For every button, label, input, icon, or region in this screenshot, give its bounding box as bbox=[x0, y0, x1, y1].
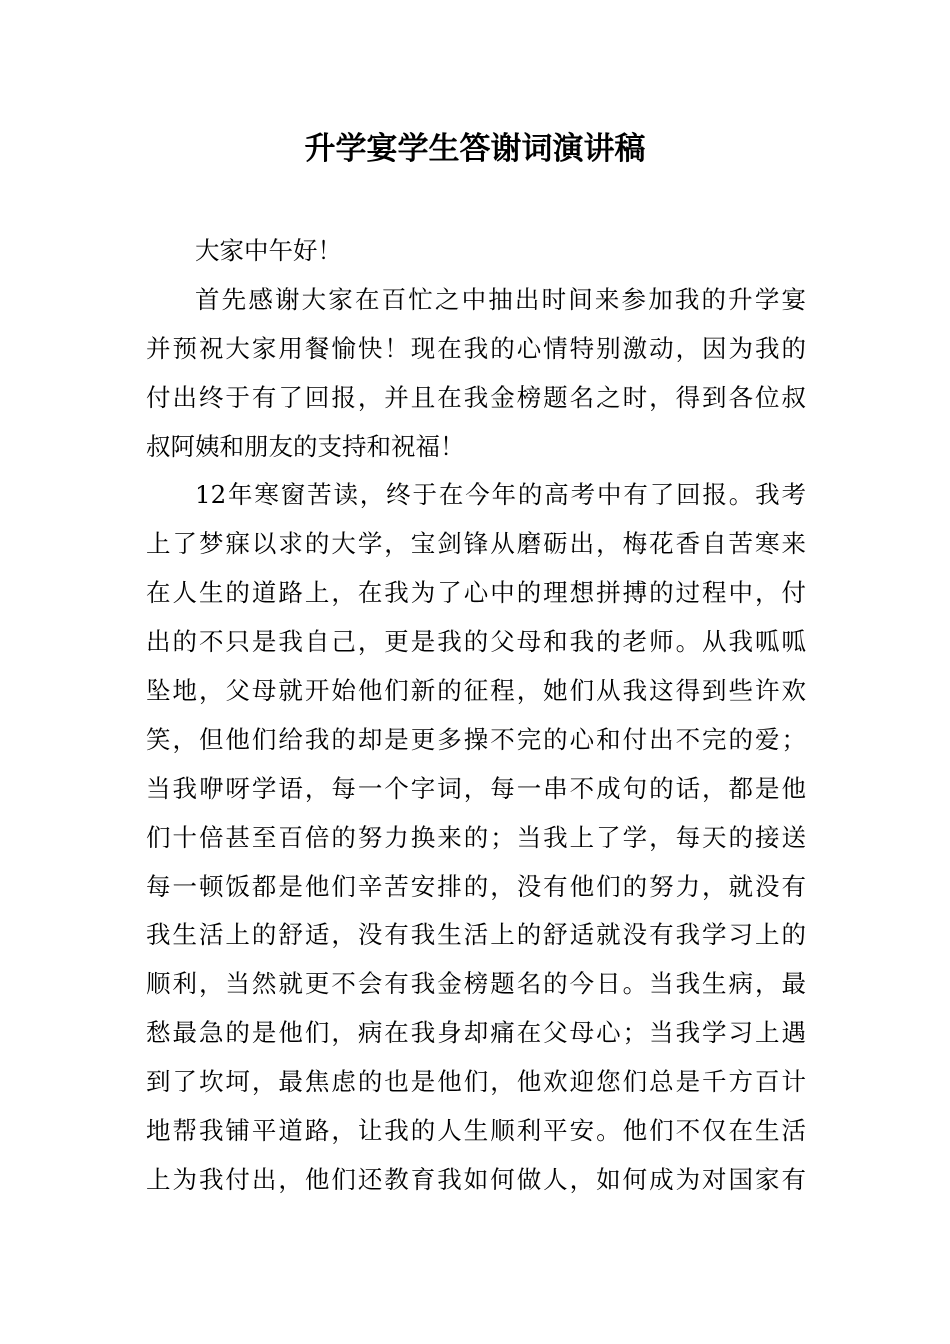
text-line: 们十倍甚至百倍的努力换来的；当我上了学，每天的接送 bbox=[146, 822, 806, 852]
text-line: 我生活上的舒适，没有我生活上的舒适就没有我学习上的 bbox=[146, 920, 806, 950]
text-line: 首先感谢大家在百忙之中抽出时间来参加我的升学宴 bbox=[195, 284, 806, 314]
text-line: 坠地，父母就开始他们新的征程，她们从我这得到些许欢 bbox=[146, 676, 806, 706]
text-line: 叔阿姨和朋友的支持和祝福！ bbox=[146, 431, 465, 461]
text-line: 到了坎坷，最焦虑的也是他们，他欢迎您们总是千方百计 bbox=[146, 1067, 806, 1097]
text-line: 并预祝大家用餐愉快！现在我的心情特别激动，因为我的 bbox=[146, 333, 806, 363]
text-line: 大家中午好！ bbox=[195, 236, 342, 265]
text-line: 顺利，当然就更不会有我金榜题名的今日。当我生病，最 bbox=[146, 969, 806, 999]
text-line: 地帮我铺平道路，让我的人生顺利平安。他们不仅在生活 bbox=[146, 1116, 806, 1146]
text-line: 出的不只是我自己，更是我的父母和我的老师。从我呱呱 bbox=[146, 627, 806, 657]
text-line: 付出终于有了回报，并且在我金榜题名之时，得到各位叔 bbox=[146, 382, 806, 412]
text-line: 每一顿饭都是他们辛苦安排的，没有他们的努力，就没有 bbox=[146, 871, 806, 901]
text-line: 12年寒窗苦读，终于在今年的高考中有了回报。我考 bbox=[195, 480, 806, 510]
text-line: 在人生的道路上，在我为了心中的理想拼搏的过程中，付 bbox=[146, 578, 806, 608]
text-line: 愁最急的是他们，病在我身却痛在父母心；当我学习上遇 bbox=[146, 1018, 806, 1048]
document-body bbox=[146, 227, 806, 1205]
text-line: 上为我付出，他们还教育我如何做人，如何成为对国家有 bbox=[146, 1164, 806, 1194]
text-line: 上了梦寐以求的大学，宝剑锋从磨砺出，梅花香自苦寒来 bbox=[146, 529, 806, 559]
document-title: 升学宴学生答谢词演讲稿 bbox=[304, 131, 646, 167]
text-line: 当我咿呀学语，每一个字词，每一串不成句的话，都是他 bbox=[146, 773, 806, 803]
text-line: 笑，但他们给我的却是更多操不完的心和付出不完的爱； bbox=[146, 724, 806, 754]
